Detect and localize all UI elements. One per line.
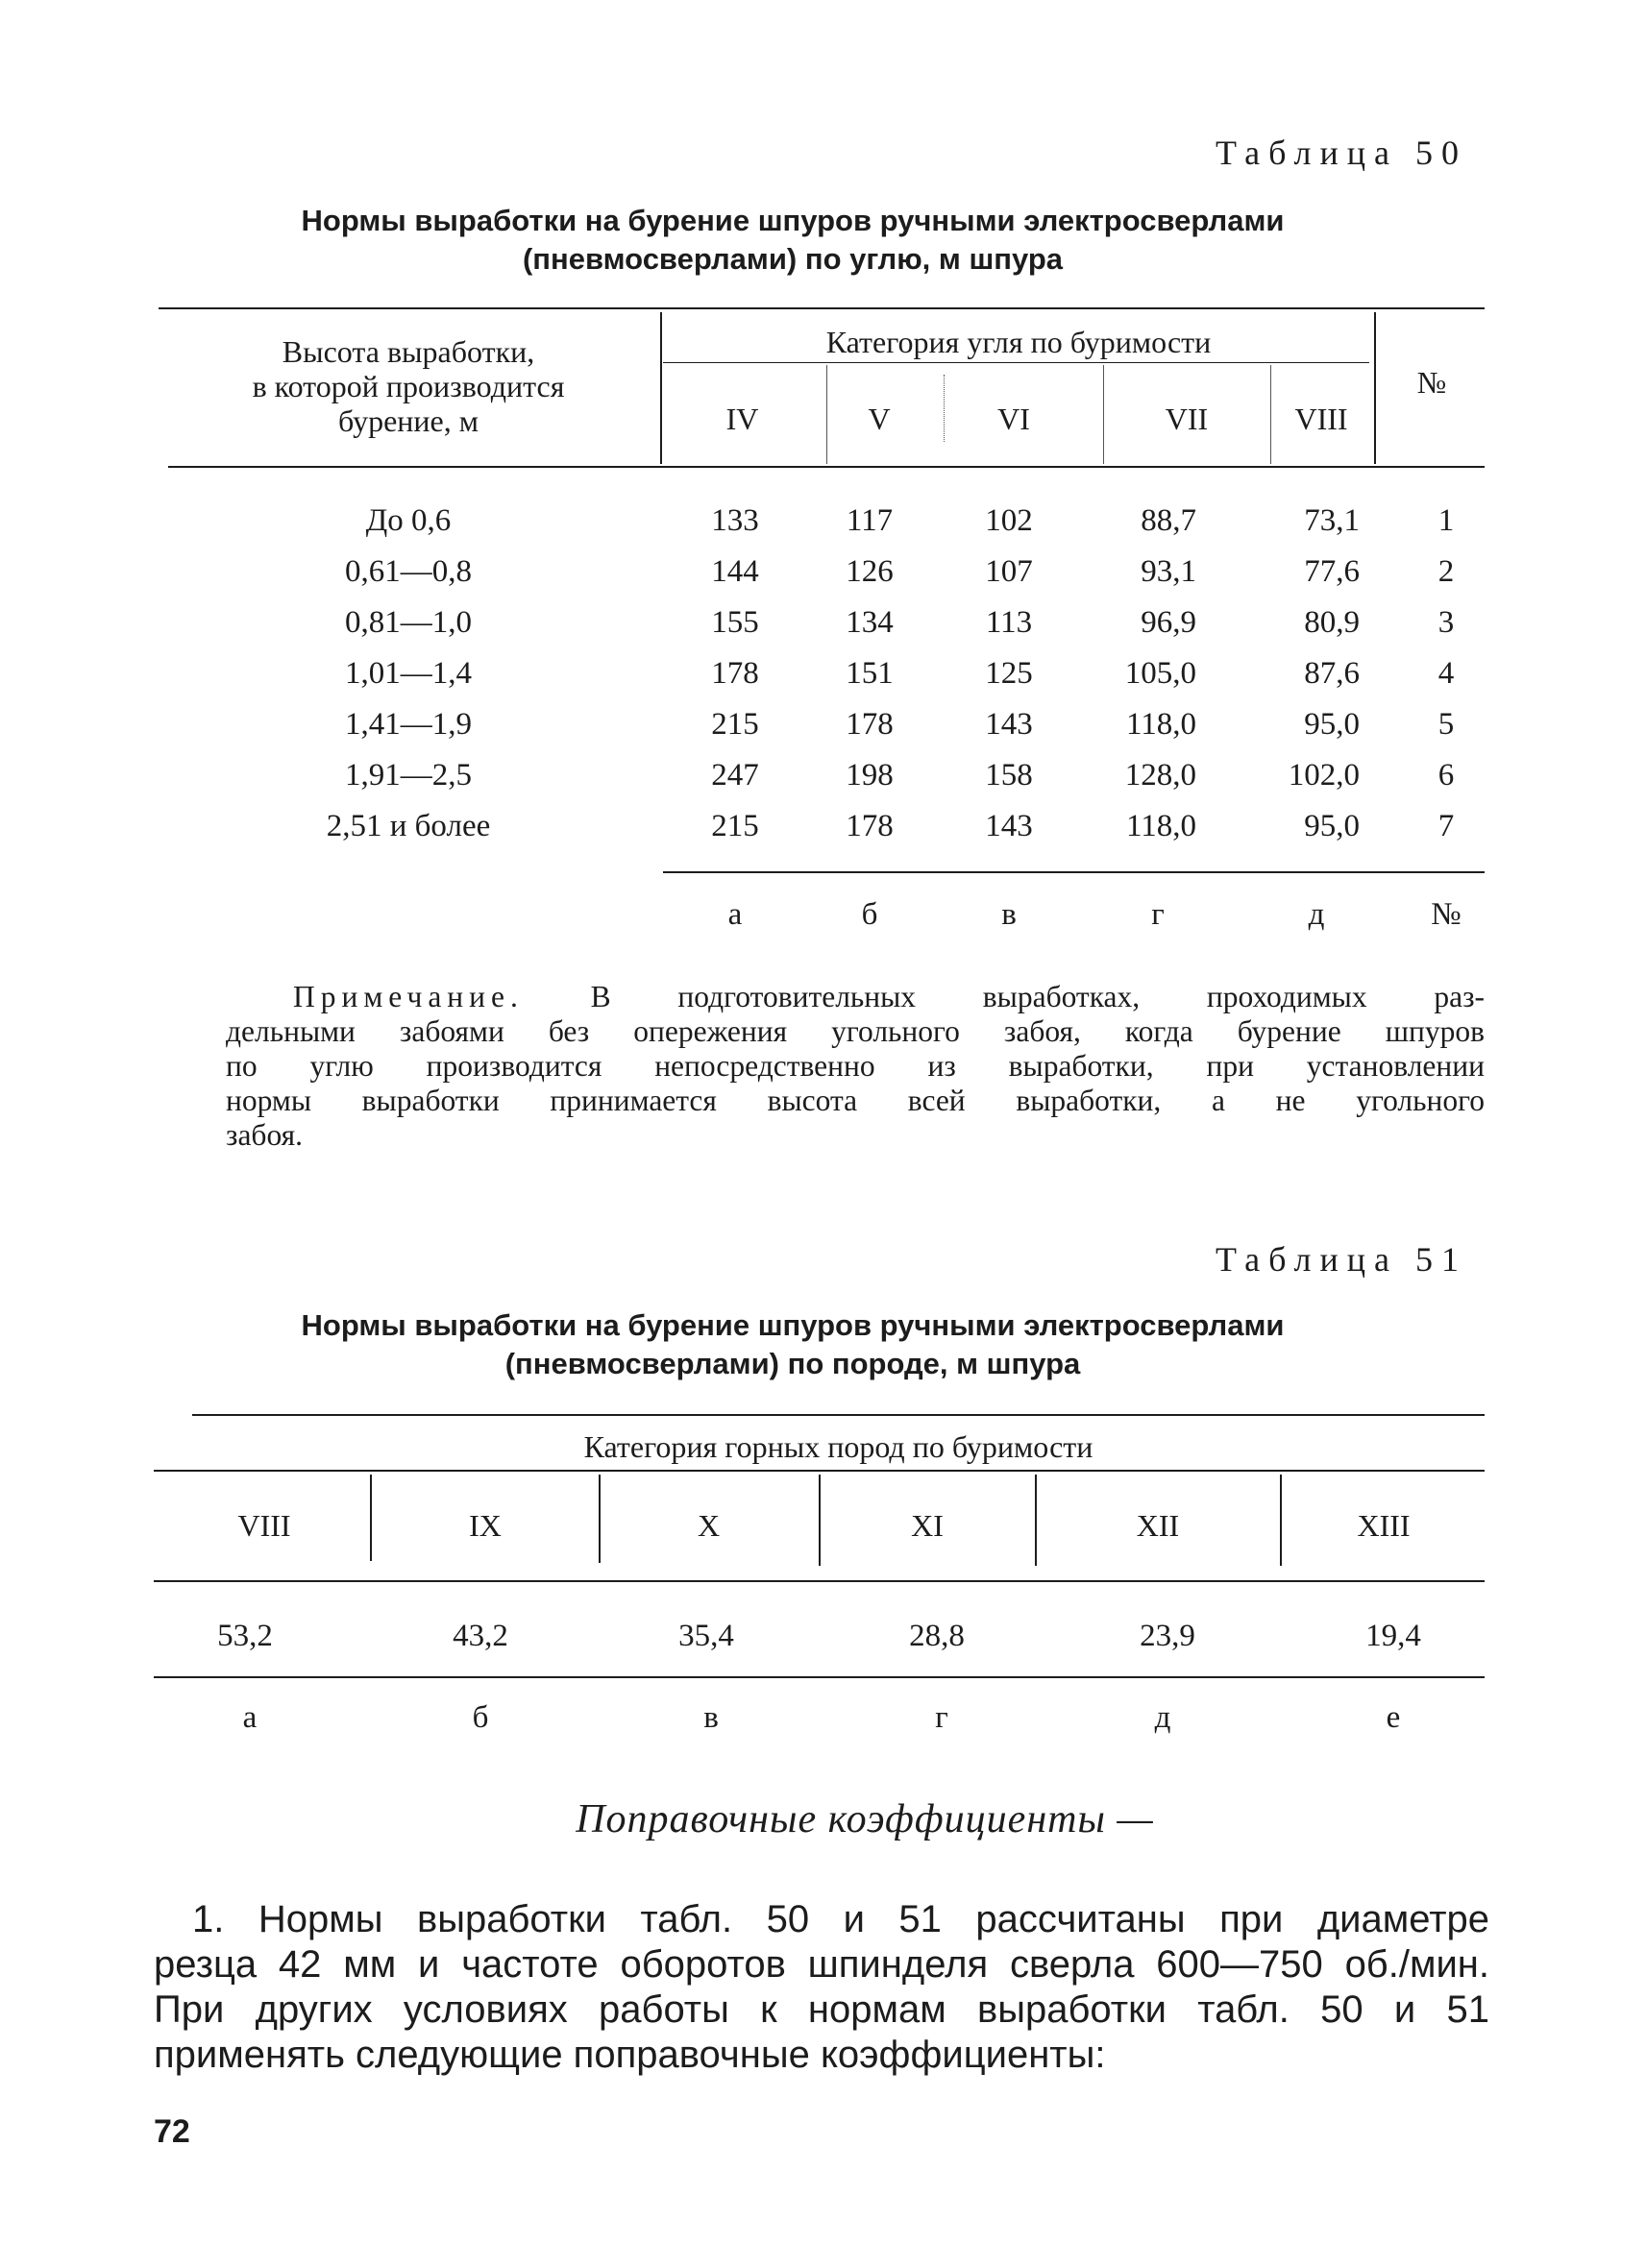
table-50-header-rule (168, 466, 1485, 468)
value-cell: 53,2 (217, 1619, 273, 1653)
num-cell: 5 (1437, 707, 1455, 742)
footer-letter: г (935, 1700, 948, 1735)
value-cell: 95,0 (1304, 707, 1360, 742)
table-51-group-header: Категория горных пород по буримости (583, 1429, 1093, 1464)
value-cell: 126 (846, 554, 894, 589)
divider (1103, 365, 1104, 464)
value-cell: 118,0 (1125, 809, 1196, 843)
divider (819, 1475, 821, 1566)
num-cell: 3 (1437, 605, 1455, 640)
table-50-label: Таблица 50 (1216, 134, 1467, 172)
col-header-x: X (697, 1508, 721, 1543)
table-50-bottom-rule (663, 871, 1485, 873)
note-line-3: по углю производится непосредственно из выработки, при установлении (226, 1049, 1485, 1083)
col-header-num: № (1416, 365, 1447, 400)
section-line-3: При других условиях работы к нормам выработки табл. 50 и 51 (154, 1988, 1489, 2031)
value-cell: 93,1 (1141, 554, 1196, 589)
col-header-vii: VII (1165, 402, 1209, 436)
note-line-1 (226, 980, 1485, 1014)
note-line-4: нормы выработки принимается высота всей выработки, а не угольного (226, 1084, 1485, 1117)
table-51-title-line-2: (пневмосверлами) по породе, м шпура (504, 1347, 1081, 1380)
divider (944, 375, 945, 442)
footer-letter: в (703, 1700, 719, 1735)
value-cell: 198 (846, 758, 894, 793)
value-cell: 178 (846, 809, 894, 843)
divider (599, 1475, 601, 1563)
value-cell: 95,0 (1304, 809, 1360, 843)
value-cell: 151 (846, 656, 894, 691)
value-cell: 87,6 (1304, 656, 1360, 691)
col-header-vi: VI (997, 402, 1030, 436)
page-number: 72 (154, 2113, 190, 2150)
value-cell: 247 (711, 758, 759, 793)
num-cell: 4 (1437, 656, 1455, 691)
section-heading: Поправочные коэффициенты — (576, 1797, 1154, 1841)
col-header-iv: IV (725, 402, 759, 436)
divider (660, 312, 662, 464)
footer-letter: б (861, 897, 878, 932)
note-line-1-text: В подготовительных выработках, проходимых раз- (590, 980, 1486, 1013)
height-cell: 1,01—1,4 (345, 656, 472, 691)
note-lead: Примечание. (293, 980, 524, 1013)
table-50-group-rule (663, 362, 1369, 363)
table-row (0, 654, 1646, 693)
footer-letter: е (1386, 1700, 1401, 1735)
num-cell: 2 (1437, 554, 1455, 589)
height-cell: 0,61—0,8 (345, 554, 472, 589)
footer-letter: д (1154, 1700, 1171, 1735)
value-cell: 102,0 (1288, 758, 1360, 793)
value-cell: 134 (846, 605, 894, 640)
table-51-title (168, 1306, 1417, 1383)
value-cell: 43,2 (453, 1619, 508, 1653)
value-cell: 133 (711, 503, 759, 538)
value-cell: 88,7 (1141, 503, 1196, 538)
footer-letter: г (1151, 897, 1165, 932)
value-cell: 113 (985, 605, 1033, 640)
num-cell: 1 (1437, 503, 1455, 538)
divider (1374, 312, 1376, 464)
height-cell: 0,81—1,0 (345, 605, 472, 640)
height-cell: 1,91—2,5 (345, 758, 472, 793)
footer-letter: а (727, 897, 743, 932)
footer-letter: б (472, 1700, 489, 1735)
section-line-4: применять следующие поправочные коэффициенты: (154, 2034, 1106, 2076)
divider (370, 1475, 372, 1561)
row-header-line-1: Высота выработки, (282, 334, 535, 369)
col-header-ix: IX (469, 1508, 502, 1543)
note-paragraph (226, 980, 1485, 1153)
value-cell: 178 (846, 707, 894, 742)
section-line-2: резца 42 мм и частоте оборотов шпинделя сверла 600—750 об./мин. (154, 1943, 1489, 1986)
table-51-title-line-1: Нормы выработки на бурение шпуров ручными электросверлами (301, 1308, 1285, 1342)
value-cell: 73,1 (1304, 503, 1360, 538)
footer-letter: а (242, 1700, 258, 1735)
value-cell: 143 (985, 809, 1033, 843)
divider (1270, 365, 1271, 464)
row-header-line-2: в которой производится (252, 369, 565, 403)
table-row (0, 705, 1646, 744)
table-51-bottom-rule (154, 1676, 1485, 1678)
table-50-title (168, 202, 1417, 279)
table-50-group-header: Категория угля по буримости (825, 325, 1212, 359)
divider (1035, 1475, 1037, 1566)
value-cell: 158 (985, 758, 1033, 793)
value-cell: 107 (985, 554, 1033, 589)
value-cell: 143 (985, 707, 1033, 742)
table-row (0, 603, 1646, 642)
table-51-header-rule (154, 1580, 1485, 1582)
value-cell: 35,4 (678, 1619, 734, 1653)
value-cell: 28,8 (909, 1619, 965, 1653)
value-cell: 23,9 (1140, 1619, 1195, 1653)
value-cell: 144 (711, 554, 759, 589)
table-51-group-rule (154, 1470, 1485, 1472)
value-cell: 105,0 (1124, 656, 1196, 691)
table-51-label: Таблица 51 (1216, 1240, 1467, 1279)
note-line-2: дельными забоями без опережения угольного забоя, когда бурение шпуров (226, 1014, 1485, 1048)
col-header-v: V (868, 402, 891, 436)
table-row (0, 807, 1646, 845)
col-header-viii: VIII (1294, 402, 1348, 436)
footer-letter: в (1001, 897, 1017, 932)
value-cell: 125 (985, 656, 1033, 691)
value-cell: 118,0 (1125, 707, 1196, 742)
value-cell: 117 (846, 503, 894, 538)
value-cell: 96,9 (1141, 605, 1196, 640)
value-cell: 178 (711, 656, 759, 691)
footer-num: № (1431, 897, 1462, 932)
table-51-top-rule (192, 1414, 1485, 1416)
value-cell: 128,0 (1124, 758, 1196, 793)
col-header-xiii: XIII (1357, 1508, 1411, 1543)
divider (826, 365, 827, 464)
table-row (0, 501, 1646, 540)
row-header-line-3: бурение, м (338, 403, 479, 438)
table-50-title-line-2: (пневмосверлами) по углю, м шпура (522, 242, 1064, 276)
value-cell: 19,4 (1365, 1619, 1421, 1653)
height-cell: 1,41—1,9 (345, 707, 472, 742)
section-line-1: 1. Нормы выработки табл. 50 и 51 рассчитаны при диаметре (192, 1898, 1489, 1940)
table-50-row-header (163, 334, 653, 438)
height-cell: 2,51 и более (326, 809, 491, 843)
table-50-title-line-1: Нормы выработки на бурение шпуров ручными электросверлами (301, 204, 1285, 237)
num-cell: 6 (1437, 758, 1455, 793)
num-cell: 7 (1437, 809, 1455, 843)
value-cell: 215 (711, 809, 759, 843)
value-cell: 77,6 (1304, 554, 1360, 589)
col-header-viii: VIII (237, 1508, 291, 1543)
table-row (0, 552, 1646, 591)
footer-letter: д (1308, 897, 1325, 932)
divider (1280, 1475, 1282, 1566)
table-row (0, 756, 1646, 794)
col-header-xi: XI (911, 1508, 944, 1543)
note-line-5: забоя. (226, 1118, 303, 1152)
value-cell: 215 (711, 707, 759, 742)
value-cell: 102 (985, 503, 1033, 538)
value-cell: 155 (711, 605, 759, 640)
height-cell: До 0,6 (365, 503, 452, 538)
section-paragraph (154, 1897, 1489, 2078)
col-header-xii: XII (1136, 1508, 1180, 1543)
value-cell: 80,9 (1304, 605, 1360, 640)
table-50-top-rule (159, 307, 1485, 309)
